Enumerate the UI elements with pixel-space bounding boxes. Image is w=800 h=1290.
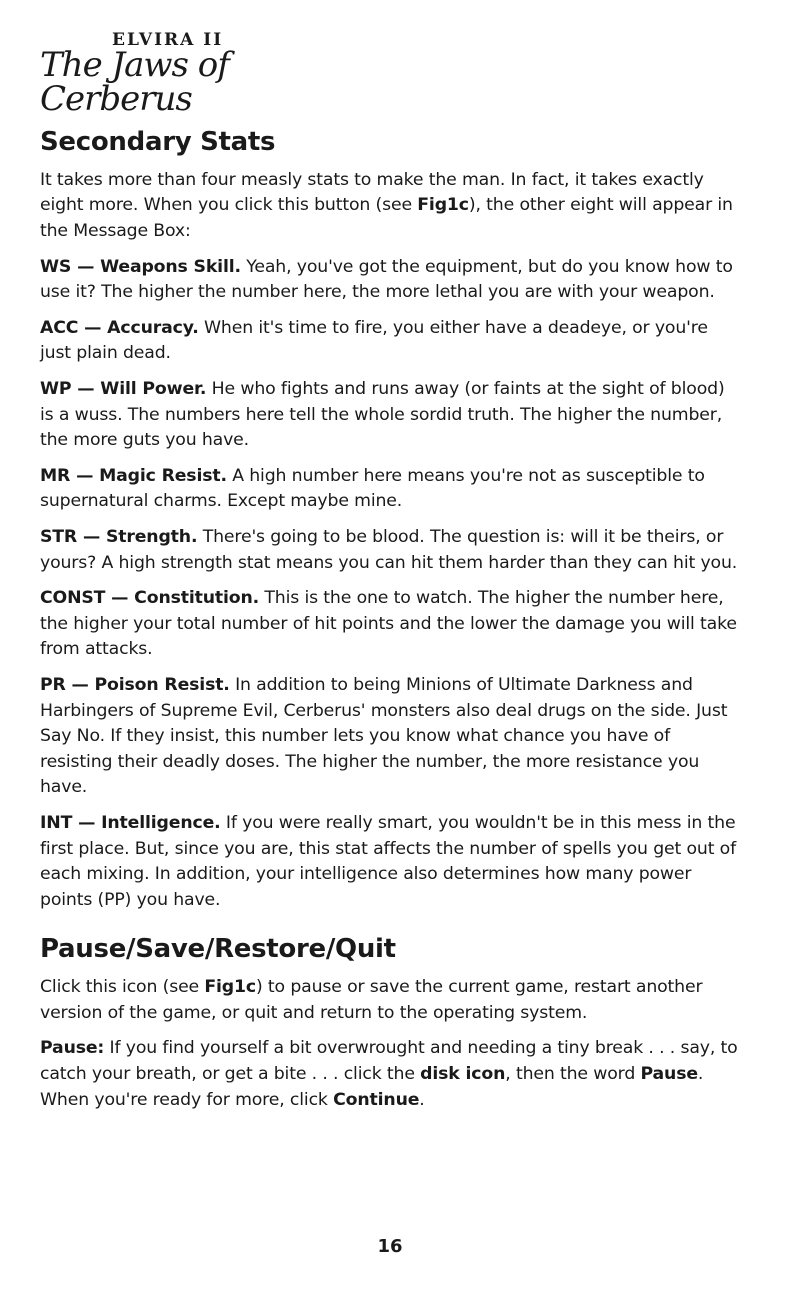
stat-description: There's going to be blood. The question is: will it be theirs, or yours? A high strength stat means you can hit them harder than they can hit you.: [40, 527, 738, 573]
stat-description: When it's time to fire, you either have a deadeye, or you're just plain dead.: [40, 317, 708, 364]
stat-term: WP — Will Power.: [40, 379, 207, 400]
pause-description: Pause: If you find yourself a bit overwrought and needing a tiny break . . . say, to catch your breath, or get a bite . . . click the disk icon, then the word Pause. When you're ready for more, click Continue.: [40, 1038, 738, 1110]
stat-pr: [40, 673, 740, 801]
secondary-stats-intro: It takes more than four measly stats to make the man. In fact, it takes exactly eight more. When you click this button (see Fig1c), the other eight will appear in the Message Box:: [40, 169, 733, 242]
pause-term: Pause:: [40, 1038, 105, 1059]
stat-term: STR — Strength.: [40, 527, 198, 548]
stat-term: INT — Intelligence.: [40, 812, 221, 833]
stat-term: PR — Poison Resist.: [40, 674, 230, 695]
stat-term: WS — Weapons Skill.: [40, 256, 241, 277]
stat-mr: [40, 464, 740, 515]
pause-section-intro: Click this icon (see Fig1c) to pause or save the current game, restart another version of the game, or quit and return to the operating system.: [40, 977, 703, 1023]
logo-subtitle: ELVIRA II: [112, 30, 224, 50]
stat-description: He who fights and runs away (or faints at the sight of blood) is a wuss. The numbers here tell the whole sordid truth. The higher the number, the more guts you have.: [40, 379, 725, 451]
page-content: [40, 128, 740, 1123]
stat-wp: [40, 377, 740, 454]
section-title-pause-save: Pause/Save/Restore/Quit: [40, 934, 396, 965]
stat-int: [40, 811, 740, 913]
stat-acc: [40, 316, 740, 367]
logo-title: The Jaws of Cerberus: [40, 45, 229, 119]
figure-reference: Fig1c: [204, 977, 256, 998]
stat-term: MR — Magic Resist.: [40, 465, 227, 486]
disk-icon-term: disk icon: [420, 1064, 506, 1084]
game-logo: [40, 22, 340, 119]
page-number: 16: [377, 1236, 403, 1257]
stat-description: Yeah, you've got the equipment, but do you know how to use it? The higher the number here, the more lethal you are with your weapon.: [40, 256, 733, 303]
stat-ws: [40, 255, 740, 306]
figure-reference: Fig1c: [417, 195, 469, 216]
stat-term: ACC — Accuracy.: [40, 317, 199, 338]
stat-description: A high number here means you're not as susceptible to supernatural charms. Except maybe mine.: [40, 465, 705, 512]
continue-word: Continue: [333, 1089, 420, 1110]
stat-term: CONST — Constitution.: [40, 588, 260, 609]
stat-str: [40, 525, 740, 576]
stat-description: This is the one to watch. The higher the number here, the higher your total number of hit points and the lower the damage you will take from attacks.: [40, 588, 737, 660]
stat-description: In addition to being Minions of Ultimate Darkness and Harbingers of Supreme Evil, Cerberus' monsters also deal drugs on the side. Just Say No. If they insist, this number lets you know what chance you have of resisting their deadly doses. The higher the number, the more resistance you have.: [40, 674, 728, 798]
stat-description: If you were really smart, you wouldn't be in this mess in the first place. But, since you are, this stat affects the number of spells you get out of each mixing. In addition, your intelligence also determines how many power points (PP) you have.: [40, 812, 737, 910]
stat-const: [40, 586, 740, 663]
pause-word: Pause: [640, 1064, 698, 1084]
section-title-secondary-stats: Secondary Stats: [40, 127, 276, 157]
